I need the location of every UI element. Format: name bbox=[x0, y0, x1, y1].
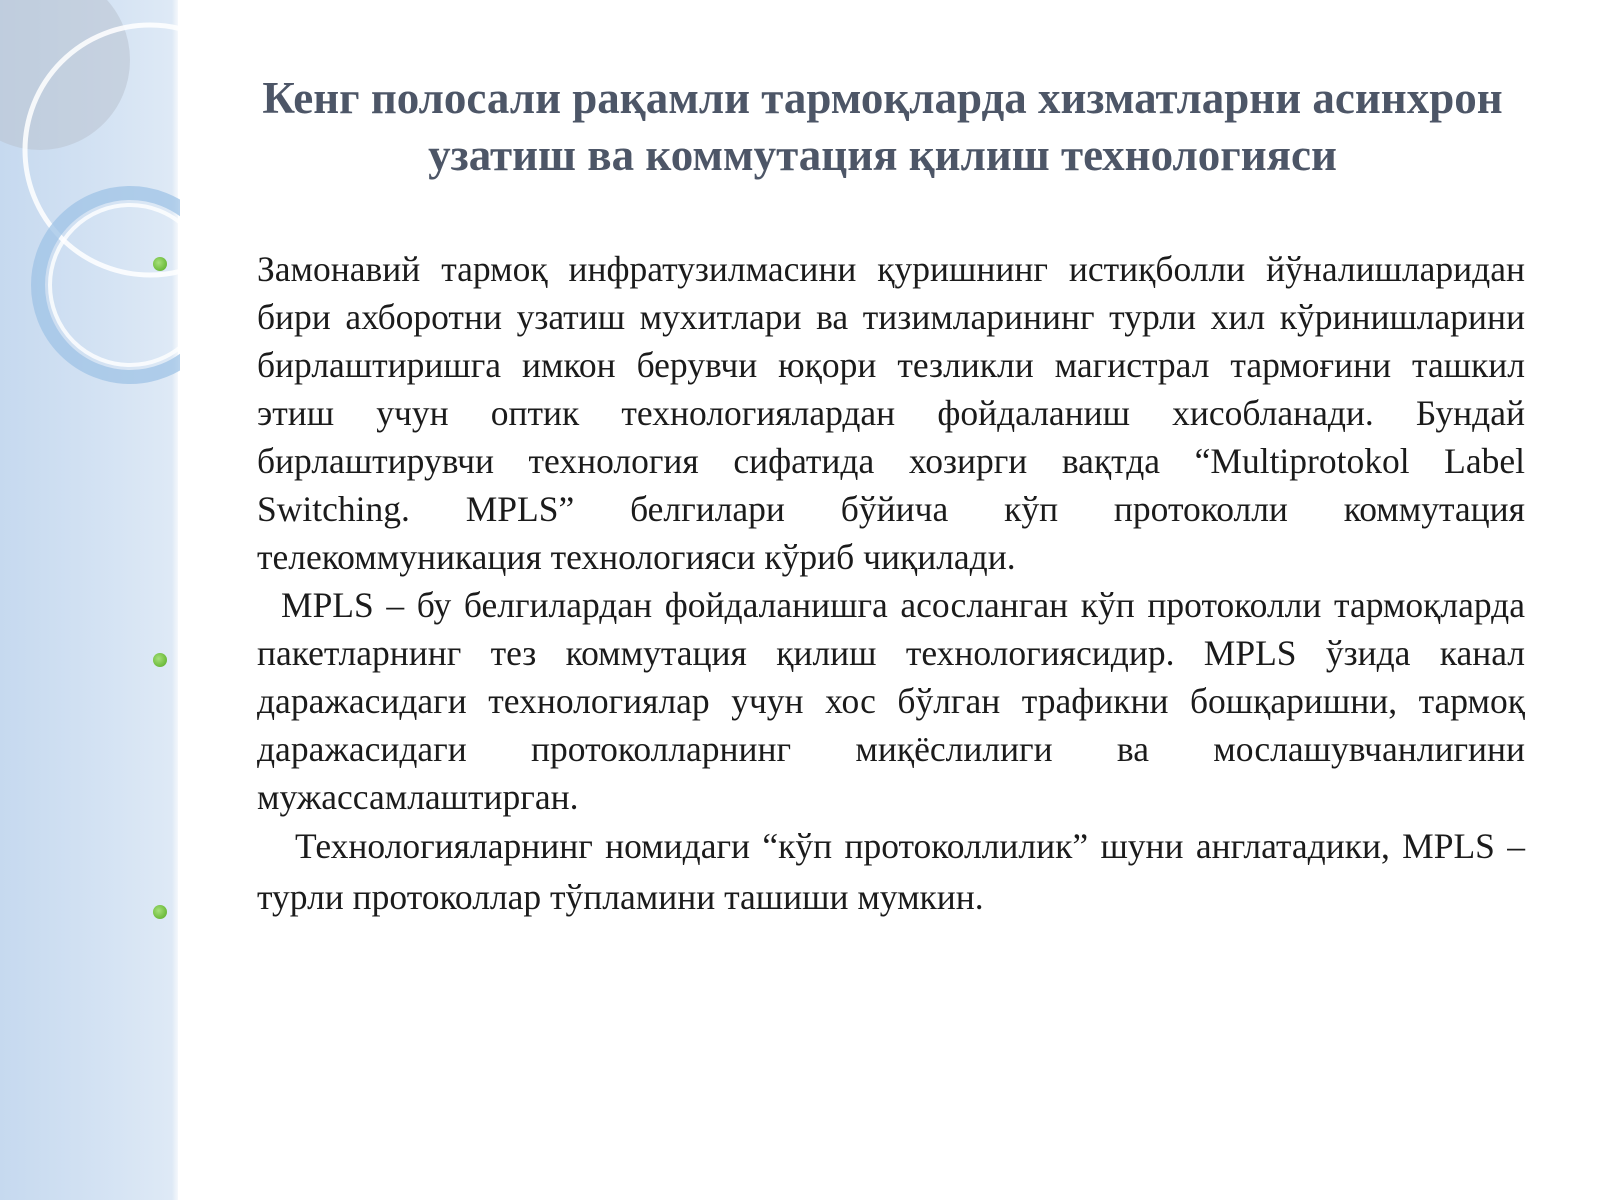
slide-body bbox=[257, 245, 1525, 923]
body-paragraph: Замонавий тармоқ инфратузилмасини қуришнинг истиқболли йўналишларидан бири ахборотни узатиш мухитлари ва тизимларининг турли хил кўринишларини бирлаштиришга имкон берувчи юқори тезликли магистрал тармоғини ташкил этиш учун оптик технологиялардан фойдаланиш хисобланади. Бундай бирлаштирувчи технология сифатида хозирги вақтда “Multiprotokol Label Switching. MPLS” белгилари бўйича кўп протоколли коммутация телекоммуникация технологияси кўриб чиқилади. bbox=[257, 249, 1525, 577]
bullet-icon bbox=[153, 257, 167, 271]
body-paragraph: MPLS – бу белгилардан фойдаланишга асосланган кўп протоколли тармоқларда пакетларнинг тез коммутация қилиш технологиясидир. MPLS ўзида канал даражасидаги технологиялар учун хос бўлган трафикни бошқаришни, тармоқ даражасидаги протоколларнинг миқёслилиги ва мослашувчанлигини мужассамлаштирган. bbox=[257, 585, 1525, 817]
bullet-icon bbox=[153, 905, 167, 919]
decorative-ring-inner bbox=[50, 205, 180, 365]
decorative-ring-blue bbox=[38, 193, 180, 377]
decorative-filled-circle bbox=[0, 0, 130, 150]
decorative-circles bbox=[0, 0, 180, 400]
slide-title: Кенг полосали рақамли тармоқларда хизматларни асинхрон узатиш ва коммутация қилиш технологияси bbox=[262, 73, 1503, 180]
body-paragraph: Технологияларнинг номидаги “кўп протоколлилик” шуни англатадики, MPLS –турли протоколлар тўпламини ташиши мумкин. bbox=[257, 826, 1525, 917]
bullet-icon bbox=[153, 653, 167, 667]
